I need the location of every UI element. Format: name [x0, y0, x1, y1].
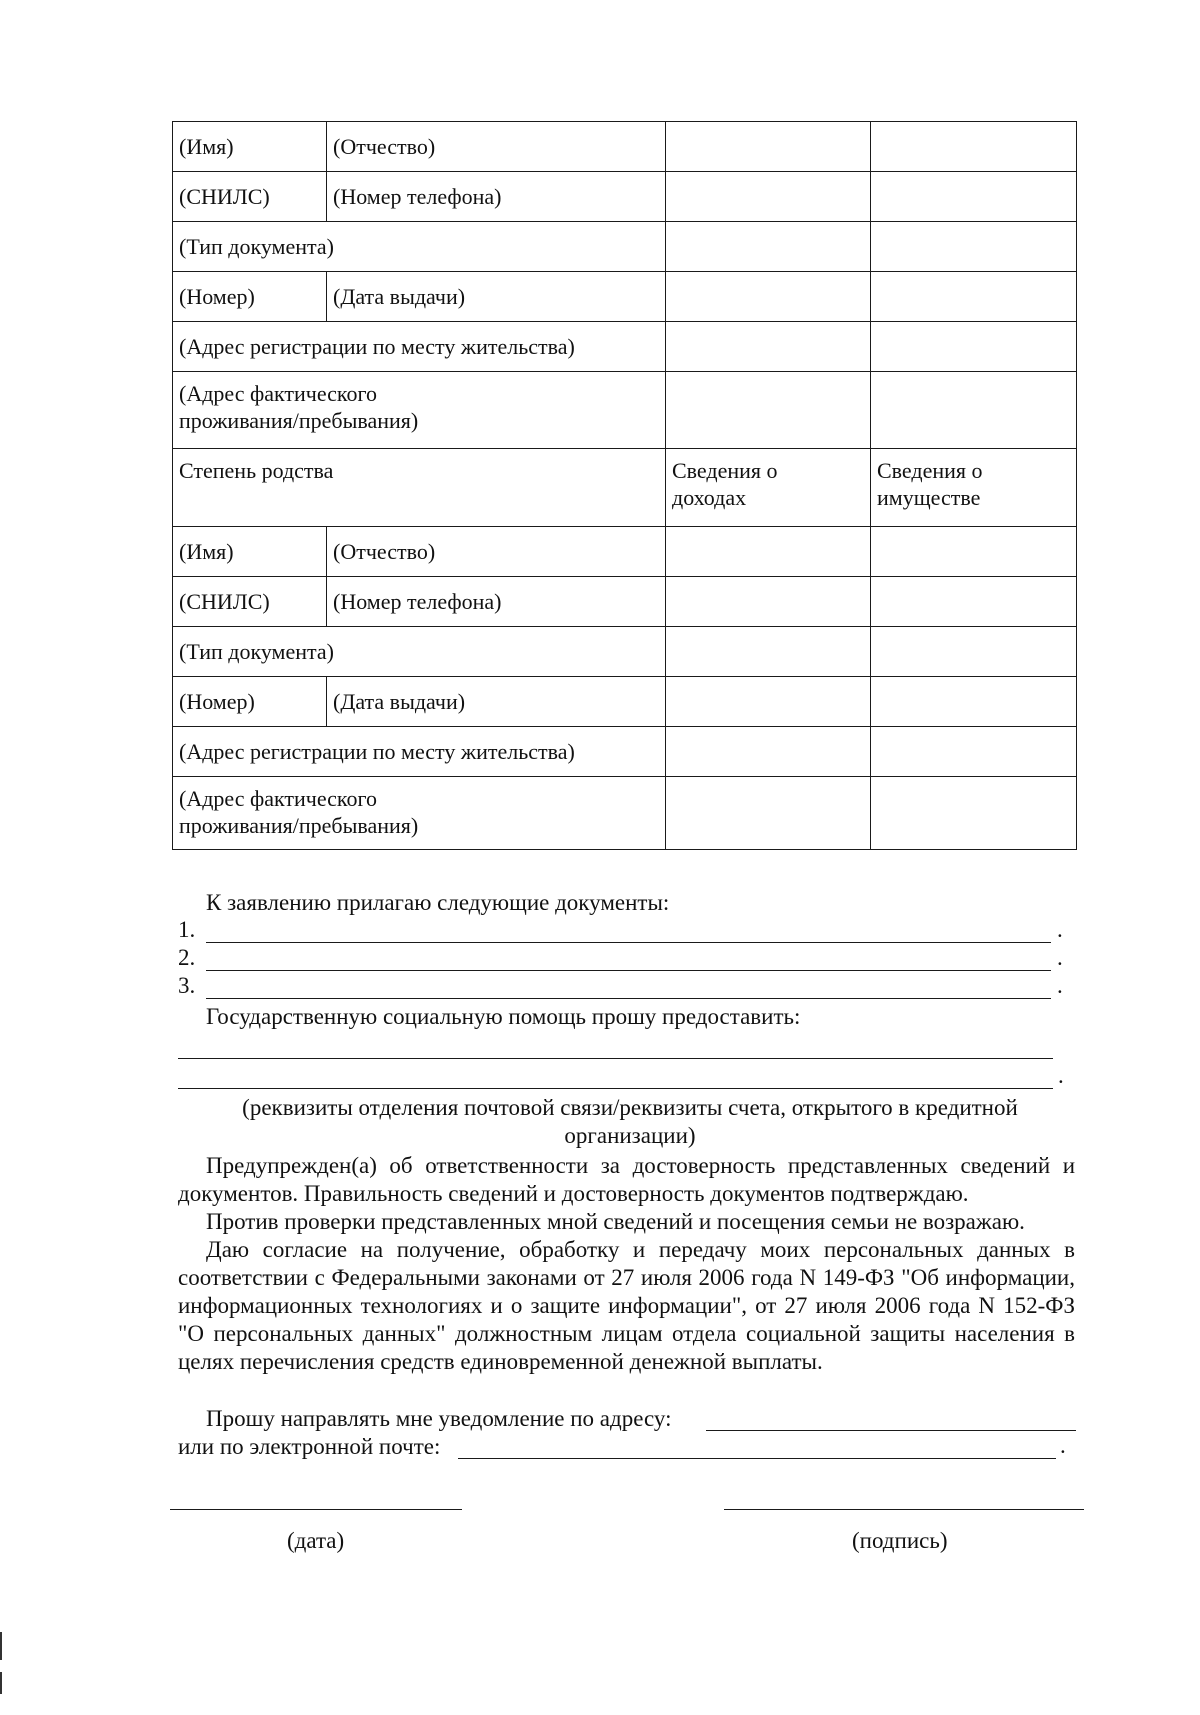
line-end-dot: . [1058, 1063, 1064, 1088]
doc-number-field[interactable]: (Номер) [173, 677, 327, 727]
income-header: Сведения о доходах [666, 449, 871, 527]
table-row [173, 122, 1077, 172]
table-row [173, 272, 1077, 322]
attachment-line-1[interactable] [206, 942, 1051, 943]
scan-edge-mark [0, 1672, 2, 1694]
income-cell[interactable] [666, 122, 871, 172]
patronymic-field[interactable]: (Отчество) [327, 527, 666, 577]
line-end-dot: . [1057, 945, 1063, 970]
phone-field[interactable]: (Номер телефона) [327, 172, 666, 222]
line-end-dot: . [1060, 1433, 1066, 1458]
snils-field[interactable]: (СНИЛС) [173, 577, 327, 627]
property-cell[interactable] [871, 727, 1077, 777]
attachment-line-3[interactable] [206, 998, 1051, 999]
doc-type-field[interactable]: (Тип документа) [173, 627, 666, 677]
date-caption: (дата) [287, 1528, 345, 1553]
signature-line[interactable] [724, 1509, 1084, 1510]
income-cell[interactable] [666, 577, 871, 627]
line-end-dot: . [1057, 973, 1063, 998]
property-cell[interactable] [871, 777, 1077, 850]
income-cell[interactable] [666, 677, 871, 727]
property-cell[interactable] [871, 272, 1077, 322]
line-end-dot: . [1057, 917, 1063, 942]
table-row [173, 322, 1077, 372]
issue-date-field[interactable]: (Дата выдачи) [327, 272, 666, 322]
consent-text: Даю согласие на получение, обработку и передачу моих персональных данных в соответствии с Федеральными законами от 27 июля 2006 года N 149-ФЗ "Об информации, информационных технологиях и о защите информации", от 27 июля 2006 года N 152-ФЗ "О персональных данных" должностным лицам отдела социальной защиты населения в целях перечисления средств единовременной денежной выплаты. [178, 1237, 1075, 1374]
actual-address-field[interactable]: (Адрес фактического проживания/пребывания) [173, 372, 666, 449]
income-cell[interactable] [666, 372, 871, 449]
table-row [173, 727, 1077, 777]
payment-line-2[interactable] [178, 1088, 1053, 1089]
doc-type-field[interactable]: (Тип документа) [173, 222, 666, 272]
property-cell[interactable] [871, 677, 1077, 727]
attachment-number: 1. [178, 917, 196, 942]
income-cell[interactable] [666, 777, 871, 850]
relation-header: Степень родства [173, 449, 666, 527]
email-input-line[interactable] [458, 1458, 1056, 1459]
property-cell[interactable] [871, 577, 1077, 627]
property-cell[interactable] [871, 322, 1077, 372]
property-cell[interactable] [871, 222, 1077, 272]
attachment-number: 2. [178, 945, 196, 970]
no-objection-text: Против проверки представленных мной сведений и посещения семьи не возражаю. [206, 1209, 1025, 1234]
table-row [173, 222, 1077, 272]
payment-intro: Государственную социальную помощь прошу предоставить: [206, 1004, 801, 1029]
table-row [173, 372, 1077, 449]
name-field[interactable]: (Имя) [173, 527, 327, 577]
income-cell[interactable] [666, 272, 871, 322]
property-header: Сведения о имуществе [871, 449, 1077, 527]
email-label: или по электронной почте: [178, 1434, 441, 1459]
property-cell[interactable] [871, 627, 1077, 677]
reg-address-field[interactable]: (Адрес регистрации по месту жительства) [173, 322, 666, 372]
doc-number-field[interactable]: (Номер) [173, 272, 327, 322]
reg-address-field[interactable]: (Адрес регистрации по месту жительства) [173, 727, 666, 777]
attachment-number: 3. [178, 973, 196, 998]
attachments-intro: К заявлению прилагаю следующие документы: [206, 890, 670, 915]
patronymic-field[interactable]: (Отчество) [327, 122, 666, 172]
income-cell[interactable] [666, 222, 871, 272]
payment-line-1[interactable] [178, 1058, 1053, 1059]
income-cell[interactable] [666, 727, 871, 777]
income-cell[interactable] [666, 627, 871, 677]
table-row [173, 627, 1077, 677]
table-header-row [173, 449, 1077, 527]
date-line[interactable] [170, 1509, 462, 1510]
actual-address-field[interactable]: (Адрес фактического проживания/пребывания) [173, 777, 666, 850]
income-cell[interactable] [666, 172, 871, 222]
income-cell[interactable] [666, 527, 871, 577]
property-cell[interactable] [871, 122, 1077, 172]
signature-caption: (подпись) [852, 1528, 948, 1553]
snils-field[interactable]: (СНИЛС) [173, 172, 327, 222]
issue-date-field[interactable]: (Дата выдачи) [327, 677, 666, 727]
address-label: Прошу направлять мне уведомление по адресу: [206, 1406, 672, 1431]
property-cell[interactable] [871, 527, 1077, 577]
table-row [173, 777, 1077, 850]
income-cell[interactable] [666, 322, 871, 372]
address-input-line[interactable] [706, 1430, 1076, 1431]
table-row [173, 677, 1077, 727]
property-cell[interactable] [871, 372, 1077, 449]
attachment-line-2[interactable] [206, 970, 1051, 971]
table-row [173, 527, 1077, 577]
warning-text: Предупрежден(а) об ответственности за достоверность представленных сведений и документов. Правильность сведений и достоверность документов подтверждаю. [178, 1153, 1075, 1206]
scan-edge-mark [0, 1632, 2, 1660]
table-row [173, 172, 1077, 222]
name-field[interactable]: (Имя) [173, 122, 327, 172]
applicant-info-table [172, 121, 1077, 850]
property-cell[interactable] [871, 172, 1077, 222]
table-row [173, 577, 1077, 627]
payment-caption: (реквизиты отделения почтовой связи/реквизиты счета, открытого в кредитной организации) [242, 1095, 1018, 1148]
phone-field[interactable]: (Номер телефона) [327, 577, 666, 627]
